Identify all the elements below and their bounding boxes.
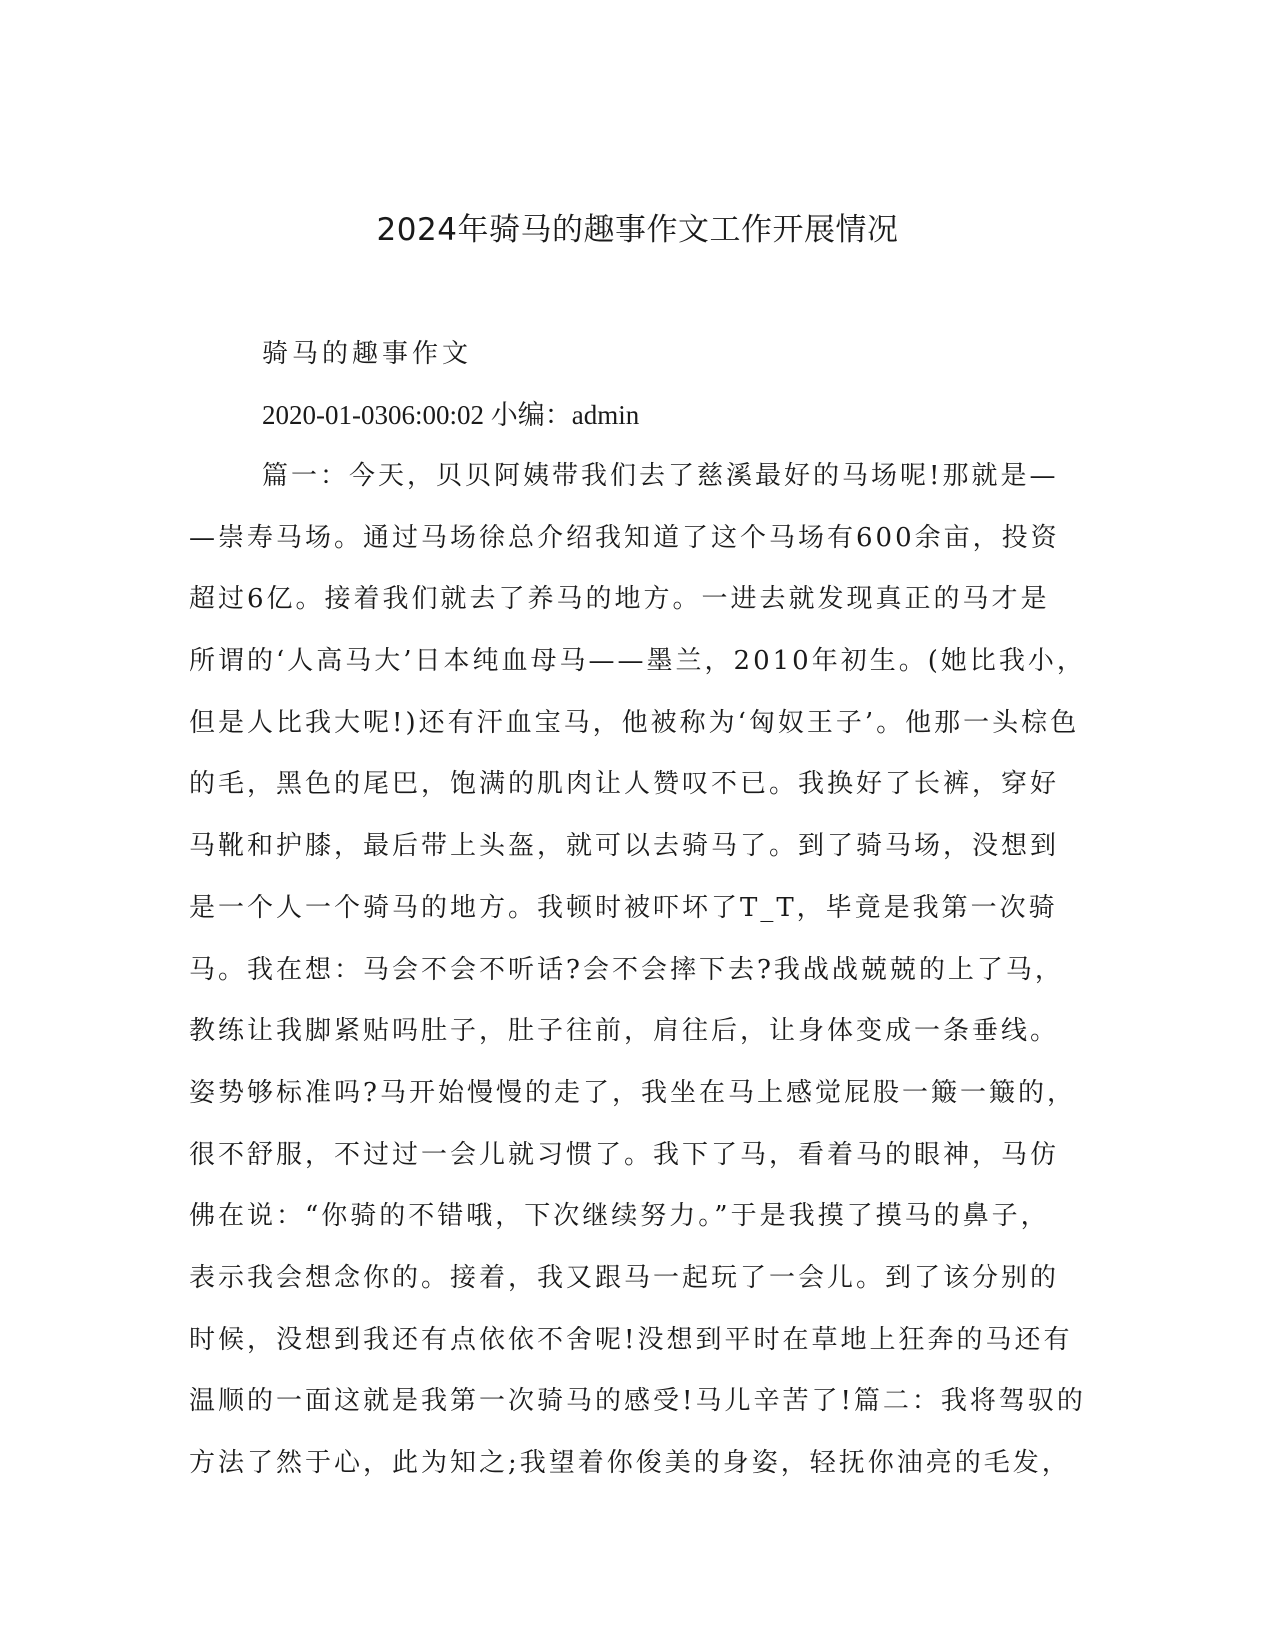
body-line: 是一个人一个骑马的地方。我顿时被吓坏了T_T，毕竟是我第一次骑 bbox=[189, 892, 1058, 923]
body-line: 篇一：今天，贝贝阿姨带我们去了慈溪最好的马场呢!那就是— bbox=[262, 461, 1059, 491]
body-line: 表示我会想念你的。接着，我又跟马一起玩了一会儿。到了该分别的 bbox=[189, 1262, 1060, 1293]
body-line: 的毛，黑色的尾巴，饱满的肌肉让人赞叹不已。我换好了长裤，穿好 bbox=[189, 769, 1060, 800]
body-line: 姿势够标准吗?马开始慢慢的走了，我坐在马上感觉屁股一簸一簸的， bbox=[189, 1077, 1076, 1108]
essay-title: 骑马的趣事作文 bbox=[262, 339, 473, 369]
body-line: 马。我在想：马会不会不听话?会不会摔下去?我战战兢兢的上了马， bbox=[189, 954, 1064, 985]
body-line: 很不舒服，不过过一会儿就习惯了。我下了马，看着马的眼神，马仿 bbox=[189, 1139, 1060, 1170]
body-line: 马靴和护膝，最后带上头盔，就可以去骑马了。到了骑马场，没想到 bbox=[189, 831, 1060, 862]
body-line: 超过6亿。接着我们就去了养马的地方。一进去就发现真正的马才是 bbox=[189, 584, 1050, 615]
document-title: 2024年骑马的趣事作文工作开展情况 bbox=[376, 212, 899, 248]
body-line: 佛在说：“你骑的不错哦，下次继续努力。”于是我摸了摸马的鼻子， bbox=[189, 1201, 1050, 1232]
body-line: 但是人比我大呢!)还有汗血宝马，他被称为‘匈奴王子’。他那一头棕色 bbox=[189, 707, 1080, 738]
body-line: —崇寿马场。通过马场徐总介绍我知道了这个马场有600余亩，投资 bbox=[189, 522, 1060, 553]
body-line: 温顺的一面这就是我第一次骑马的感受!马儿辛苦了!篇二：我将驾驭的 bbox=[189, 1386, 1086, 1417]
body-line: 时候，没想到我还有点依依不舍呢!没想到平时在草地上狂奔的马还有 bbox=[189, 1324, 1073, 1355]
body-line: 所谓的‘人高马大’日本纯血母马——墨兰，2010年初生。(她比我小， bbox=[189, 646, 1086, 677]
body-line: 教练让我脚紧贴吗肚子，肚子往前，肩往后，让身体变成一条垂线。 bbox=[189, 1016, 1060, 1047]
post-meta: 2020-01-0306:00:02 小编：admin bbox=[262, 400, 640, 430]
body-line: 方法了然于心，此为知之;我望着你俊美的身姿，轻抚你油亮的毛发， bbox=[189, 1448, 1071, 1478]
essay-body bbox=[189, 458, 1089, 1507]
